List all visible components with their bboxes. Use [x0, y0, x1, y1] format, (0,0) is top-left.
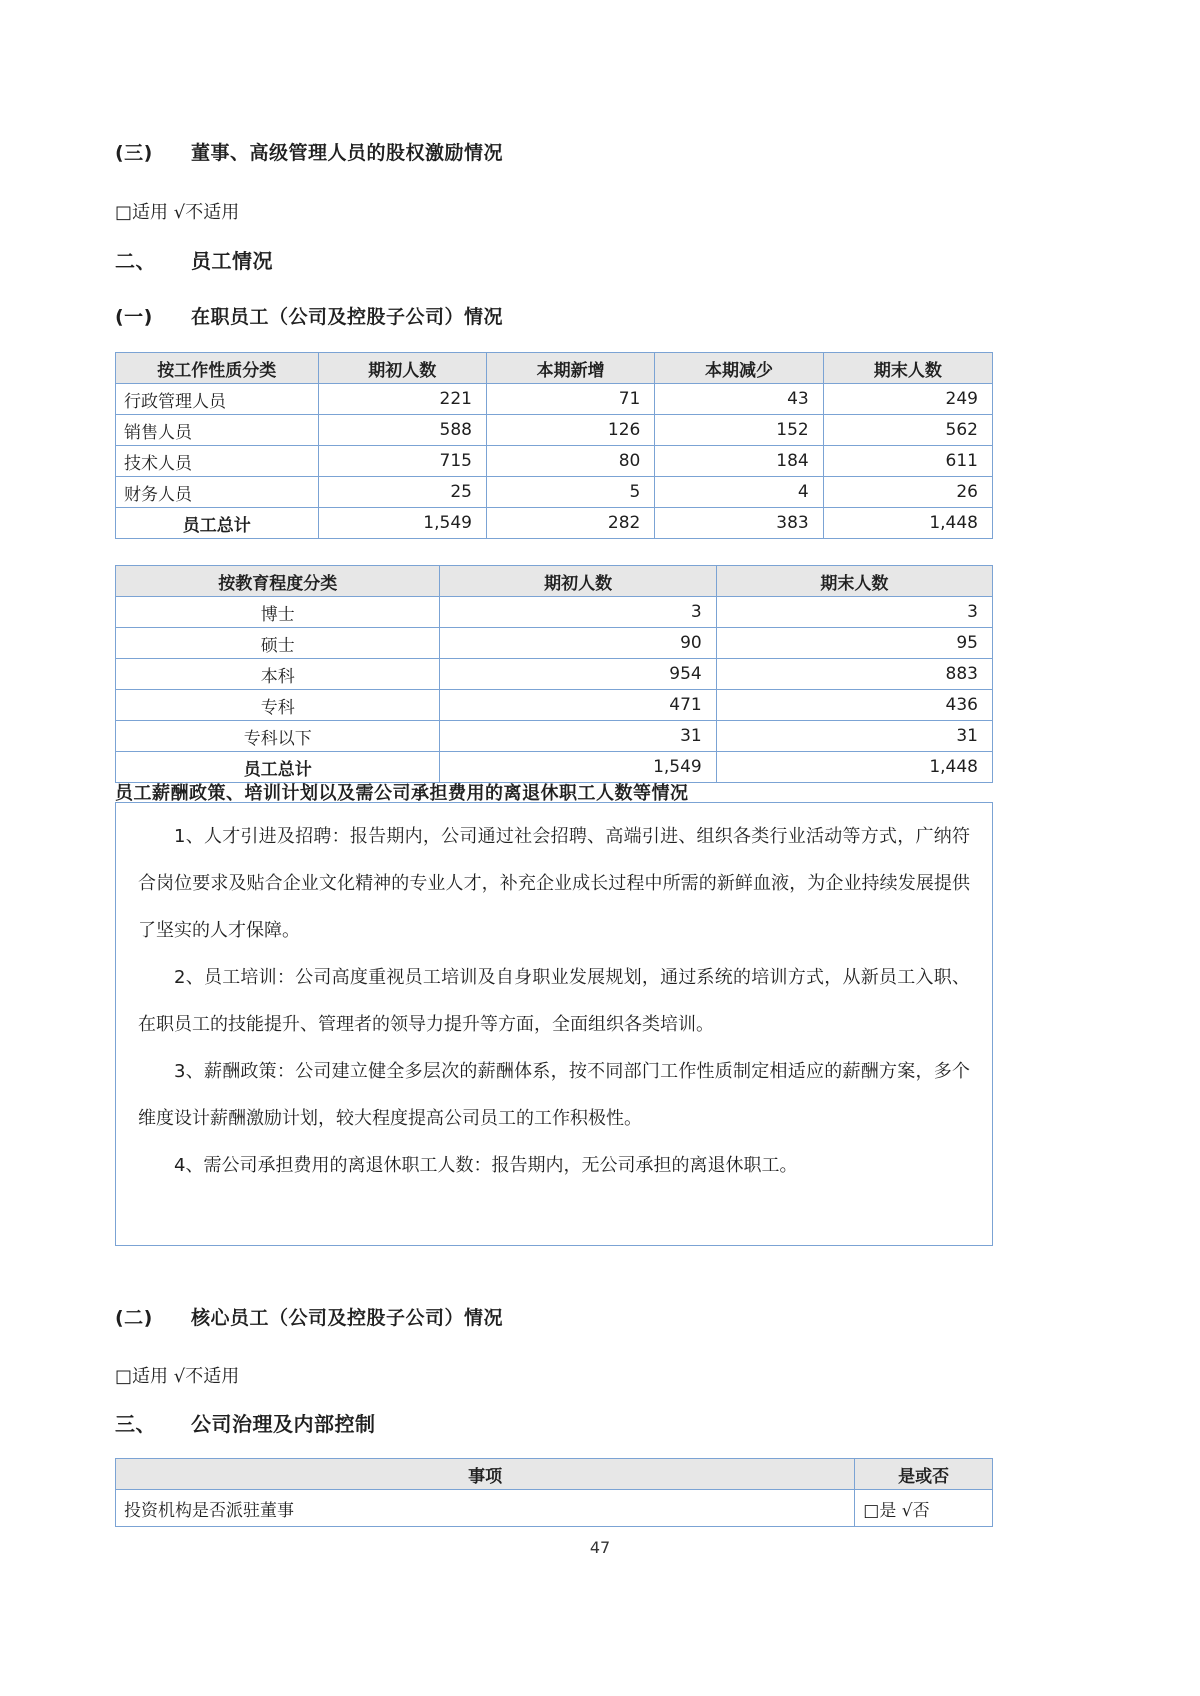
category-cell: 专科以下 — [116, 721, 440, 752]
employees-by-education-table — [115, 565, 993, 783]
table-row — [116, 690, 993, 721]
policy-paragraph-3: 3、薪酬政策：公司建立健全多层次的薪酬体系，按不同部门工作性质制定相适应的薪酬方案，多个维度设计薪酬激励计划，较大程度提高公司员工的工作积极性。 — [138, 1061, 970, 1129]
column-header: 按教育程度分类 — [116, 566, 440, 597]
value-cell: 71 — [486, 384, 654, 415]
value-cell: 471 — [440, 690, 716, 721]
table-header-row — [116, 566, 993, 597]
total-value-cell: 1,549 — [318, 508, 486, 539]
value-cell: 126 — [486, 415, 654, 446]
value-cell: 715 — [318, 446, 486, 477]
heading-title: 公司治理及内部控制 — [191, 1412, 376, 1436]
heading-equity-incentive — [115, 138, 993, 165]
value-cell: 5 — [486, 477, 654, 508]
table-row — [116, 659, 993, 690]
category-cell: 博士 — [116, 597, 440, 628]
total-row — [116, 752, 993, 783]
value-cell: 80 — [486, 446, 654, 477]
value-cell: 43 — [655, 384, 823, 415]
table-row — [116, 628, 993, 659]
heading-core-employees — [115, 1303, 993, 1330]
category-cell: 专科 — [116, 690, 440, 721]
table-header-row — [116, 1459, 993, 1490]
total-value-cell: 1,549 — [440, 752, 716, 783]
applicability-note-1: □适用 √不适用 — [115, 202, 240, 223]
policy-text-box — [115, 802, 993, 1246]
policy-paragraph-2: 2、员工培训：公司高度重视员工培训及自身职业发展规划，通过系统的培训方式，从新员工入职、在职员工的技能提升、管理者的领导力提升等方面，全面组织各类培训。 — [138, 967, 970, 1035]
yes-no-cell: □是 √否 — [855, 1490, 993, 1527]
table-row — [116, 446, 993, 477]
heading-title: 核心员工（公司及控股子公司）情况 — [191, 1307, 504, 1329]
column-header: 期末人数 — [716, 566, 992, 597]
table-row — [116, 721, 993, 752]
column-header: 期末人数 — [823, 353, 992, 384]
total-value-cell: 383 — [655, 508, 823, 539]
applicability-note-2: □适用 √不适用 — [115, 1366, 240, 1387]
heading-governance — [115, 1408, 993, 1437]
value-cell: 95 — [716, 628, 992, 659]
heading-number: (二) — [115, 1307, 153, 1329]
value-cell: 562 — [823, 415, 992, 446]
heading-number: 三、 — [115, 1412, 156, 1436]
value-cell: 90 — [440, 628, 716, 659]
total-value-cell: 1,448 — [823, 508, 992, 539]
table-row — [116, 1490, 993, 1527]
column-header: 事项 — [116, 1459, 855, 1490]
column-header: 是或否 — [855, 1459, 993, 1490]
total-value-cell: 1,448 — [716, 752, 992, 783]
value-cell: 152 — [655, 415, 823, 446]
category-cell: 技术人员 — [116, 446, 319, 477]
value-cell: 184 — [655, 446, 823, 477]
value-cell: 31 — [440, 721, 716, 752]
heading-title: 员工情况 — [191, 249, 273, 273]
policy-paragraph-1: 1、人才引进及招聘：报告期内，公司通过社会招聘、高端引进、组织各类行业活动等方式，广纳符合岗位要求及贴合企业文化精神的专业人才，补充企业成长过程中所需的新鲜血液，为企业持续发展提供了坚实的人才保障。 — [138, 826, 970, 941]
column-header: 期初人数 — [440, 566, 716, 597]
table-row — [116, 415, 993, 446]
value-cell: 221 — [318, 384, 486, 415]
item-cell: 投资机构是否派驻董事 — [116, 1490, 855, 1527]
value-cell: 31 — [716, 721, 992, 752]
value-cell: 883 — [716, 659, 992, 690]
value-cell: 25 — [318, 477, 486, 508]
heading-number: 二、 — [115, 249, 156, 273]
value-cell: 26 — [823, 477, 992, 508]
table-row — [116, 597, 993, 628]
governance-table — [115, 1458, 993, 1527]
total-row — [116, 508, 993, 539]
table-header-row — [116, 353, 993, 384]
column-header: 期初人数 — [318, 353, 486, 384]
page-number: 47 — [589, 1538, 611, 1557]
heading-active-employees — [115, 302, 993, 329]
value-cell: 436 — [716, 690, 992, 721]
value-cell: 588 — [318, 415, 486, 446]
heading-title: 董事、高级管理人员的股权激励情况 — [191, 142, 504, 164]
total-label-cell: 员工总计 — [116, 752, 440, 783]
column-header: 本期减少 — [655, 353, 823, 384]
category-cell: 销售人员 — [116, 415, 319, 446]
value-cell: 3 — [716, 597, 992, 628]
heading-employees — [115, 245, 993, 274]
total-label-cell: 员工总计 — [116, 508, 319, 539]
value-cell: 249 — [823, 384, 992, 415]
table-row — [116, 477, 993, 508]
value-cell: 3 — [440, 597, 716, 628]
heading-title: 在职员工（公司及控股子公司）情况 — [191, 306, 504, 328]
value-cell: 611 — [823, 446, 992, 477]
heading-number: (一) — [115, 306, 153, 328]
policy-heading: 员工薪酬政策、培训计划以及需公司承担费用的离退休职工人数等情况 — [115, 783, 689, 804]
category-cell: 本科 — [116, 659, 440, 690]
category-cell: 行政管理人员 — [116, 384, 319, 415]
policy-paragraph-4: 4、需公司承担费用的离退休职工人数：报告期内，无公司承担的离退休职工。 — [174, 1155, 798, 1176]
table-row — [116, 384, 993, 415]
value-cell: 4 — [655, 477, 823, 508]
employees-by-job-table — [115, 352, 993, 539]
column-header: 按工作性质分类 — [116, 353, 319, 384]
category-cell: 硕士 — [116, 628, 440, 659]
value-cell: 954 — [440, 659, 716, 690]
category-cell: 财务人员 — [116, 477, 319, 508]
column-header: 本期新增 — [486, 353, 654, 384]
total-value-cell: 282 — [486, 508, 654, 539]
heading-number: (三) — [115, 142, 153, 164]
